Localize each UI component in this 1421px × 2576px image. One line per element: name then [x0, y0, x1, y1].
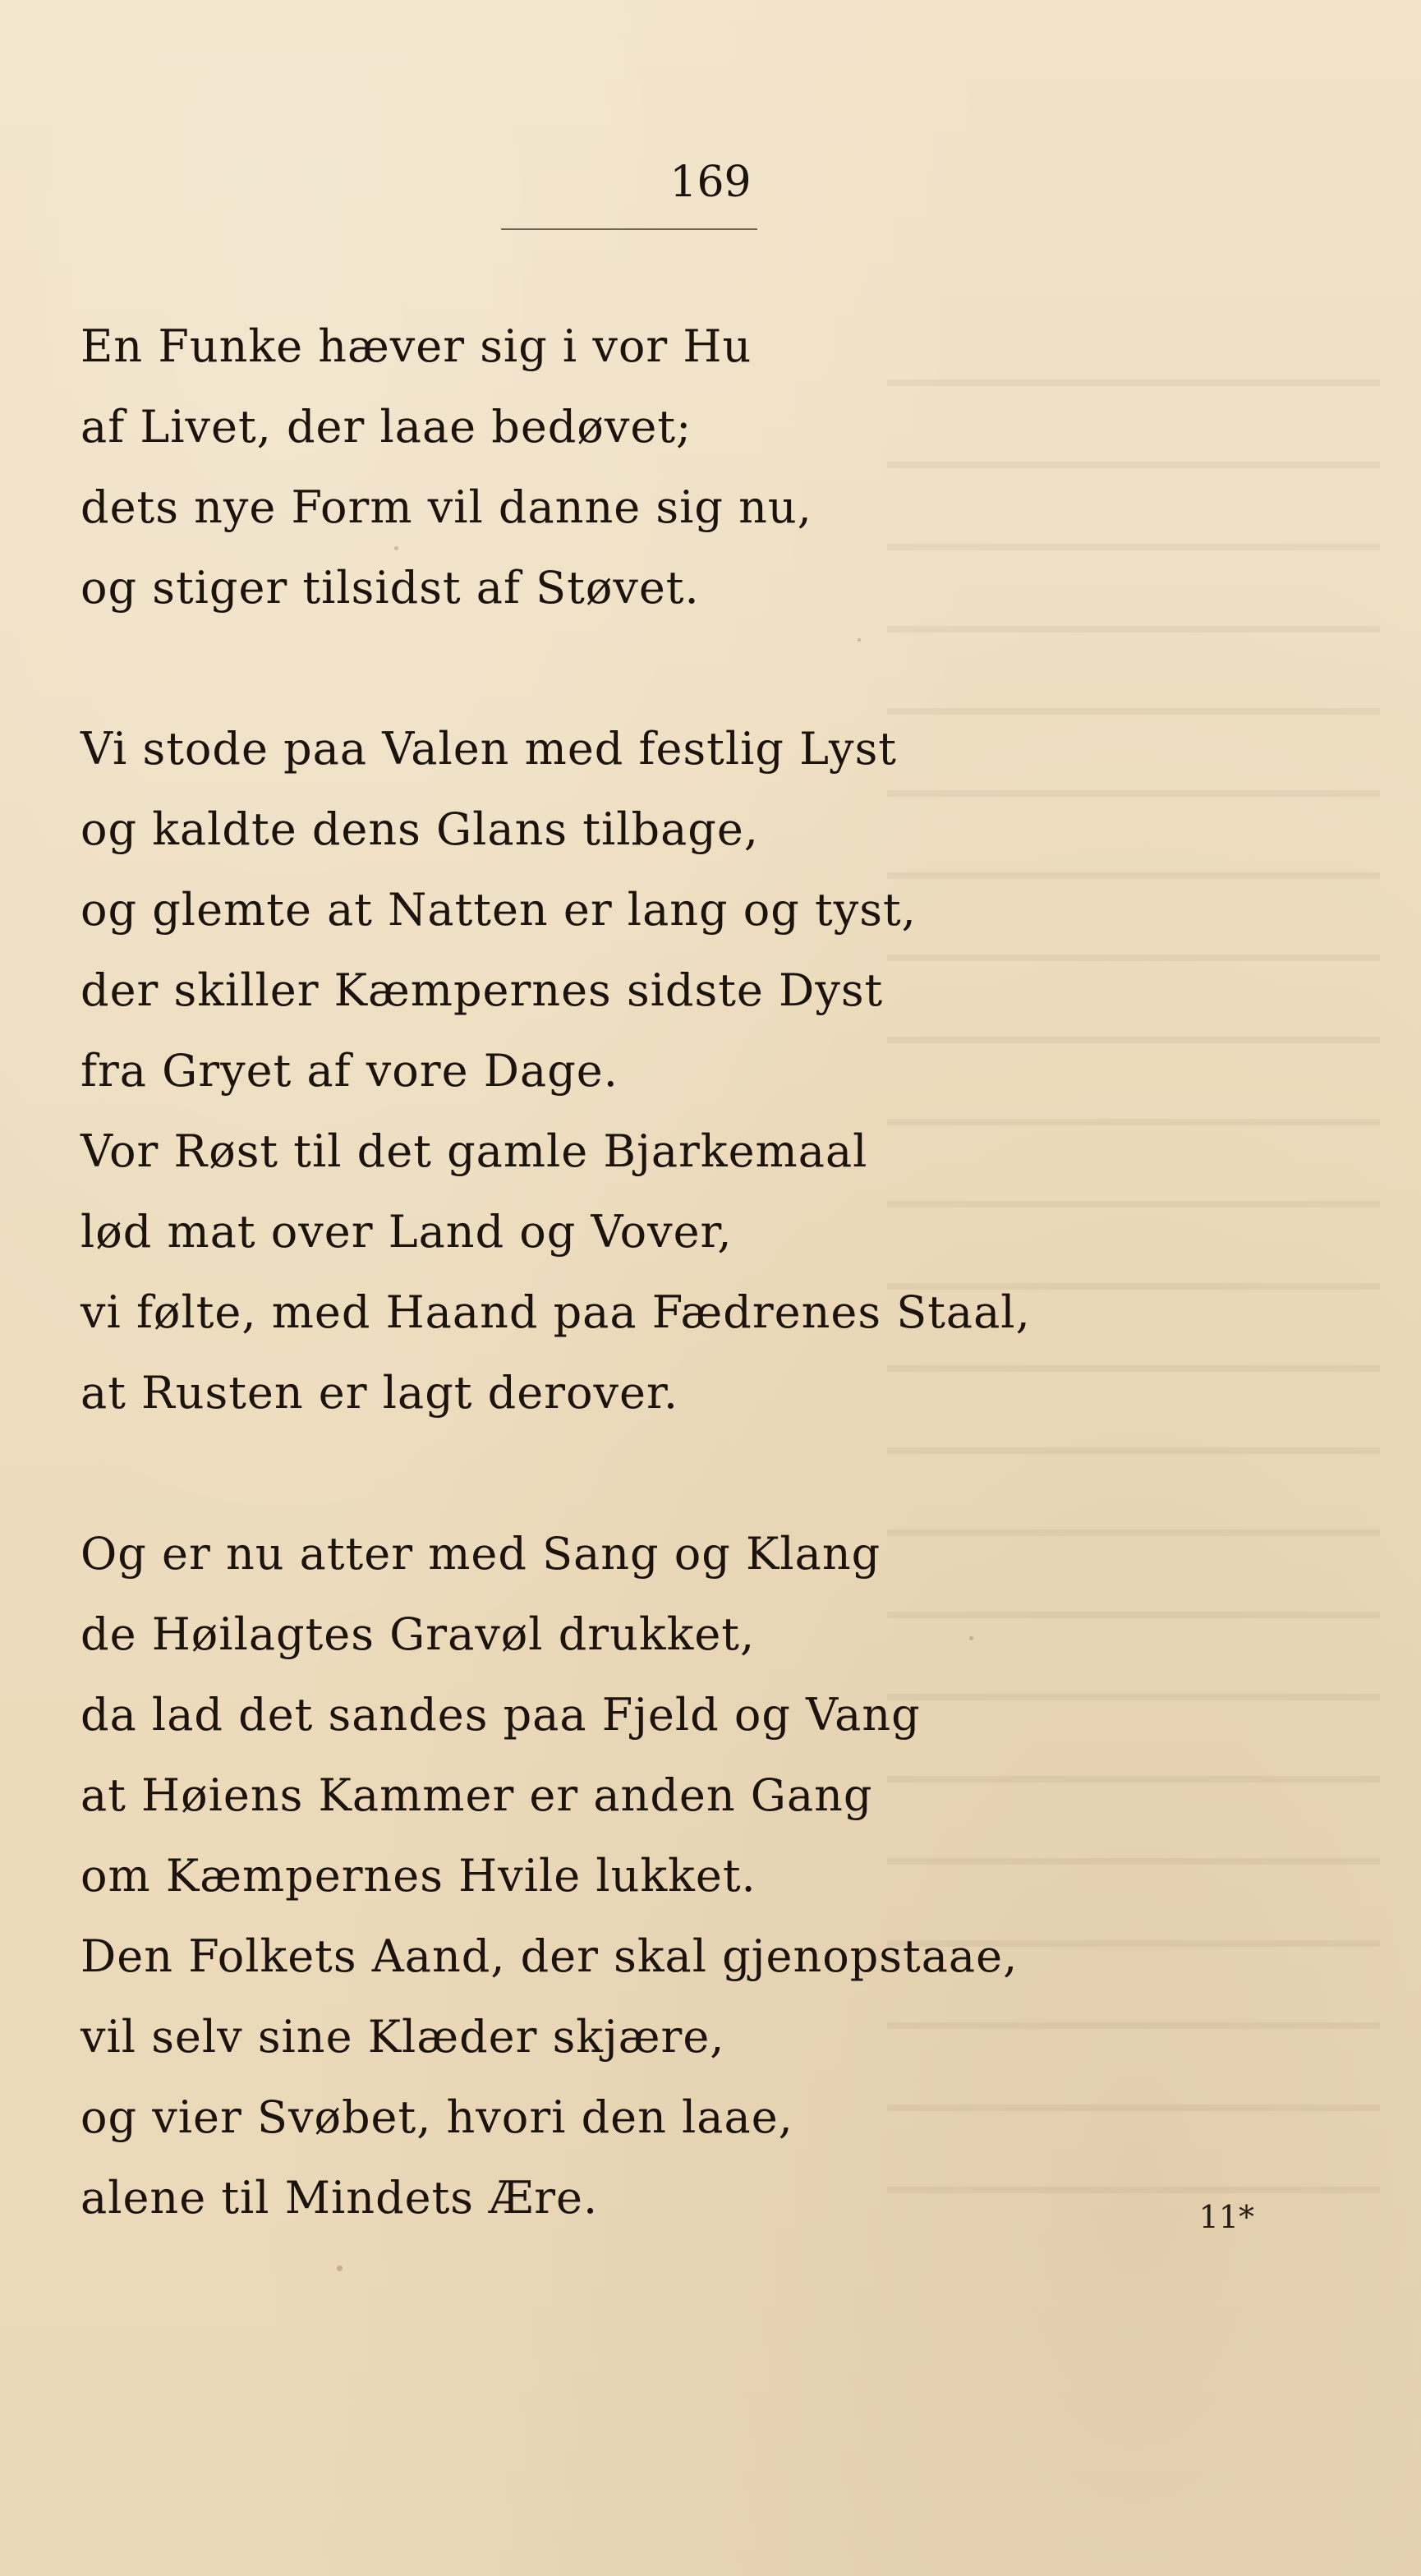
poem-line: Vi stode paa Valen med festlig Lyst — [80, 723, 897, 775]
poem-line: og glemte at Natten er lang og tyst, — [80, 884, 917, 936]
poem-line: om Kæmpernes Hvile lukket. — [80, 1850, 756, 1902]
poem-line: fra Gryet af vore Dage. — [80, 1045, 619, 1097]
poem-line: de Høilagtes Gravøl drukket, — [80, 1608, 756, 1660]
paper-speck — [858, 638, 861, 642]
poem-line: vil selv sine Klæder skjære, — [80, 2011, 725, 2063]
poem-line: En Funke hæver sig i vor Hu — [80, 320, 752, 372]
paper-speck — [969, 1636, 973, 1640]
poem-line: at Rusten er lagt derover. — [80, 1367, 678, 1419]
poem-line: Og er nu atter med Sang og Klang — [80, 1528, 881, 1580]
poem-line: dets nye Form vil danne sig nu, — [80, 481, 812, 533]
signature-mark: 11* — [1198, 2199, 1254, 2235]
stanza-3 — [80, 1514, 1329, 2238]
poem-line: af Livet, der laae bedøvet; — [80, 401, 692, 453]
stanza-2 — [80, 709, 1329, 1433]
stanza-1 — [80, 306, 1329, 628]
poem-line: og stiger tilsidst af Støvet. — [80, 562, 700, 614]
paper-speck — [394, 546, 398, 550]
poem-body — [80, 306, 1329, 2238]
poem-line: at Høiens Kammer er anden Gang — [80, 1769, 873, 1821]
poem-line: og kaldte dens Glans tilbage, — [80, 803, 759, 855]
poem-line: Vor Røst til det gamle Bjarkemaal — [80, 1125, 868, 1177]
poem-line: og vier Svøbet, hvori den laae, — [80, 2091, 793, 2143]
poem-line: lød mat over Land og Vover, — [80, 1206, 733, 1258]
poem-line: vi følte, med Haand paa Fædrenes Staal, — [80, 1286, 1031, 1338]
paper-speck — [337, 2266, 343, 2271]
poem-line: da lad det sandes paa Fjeld og Vang — [80, 1689, 921, 1741]
page-number: 169 — [669, 158, 752, 207]
header-rule — [501, 228, 757, 230]
poem-line: Den Folkets Aand, der skal gjenopstaae, — [80, 1930, 1019, 1982]
poem-line: der skiller Kæmpernes sidste Dyst — [80, 964, 884, 1016]
poem-line: alene til Mindets Ære. — [80, 2172, 599, 2224]
